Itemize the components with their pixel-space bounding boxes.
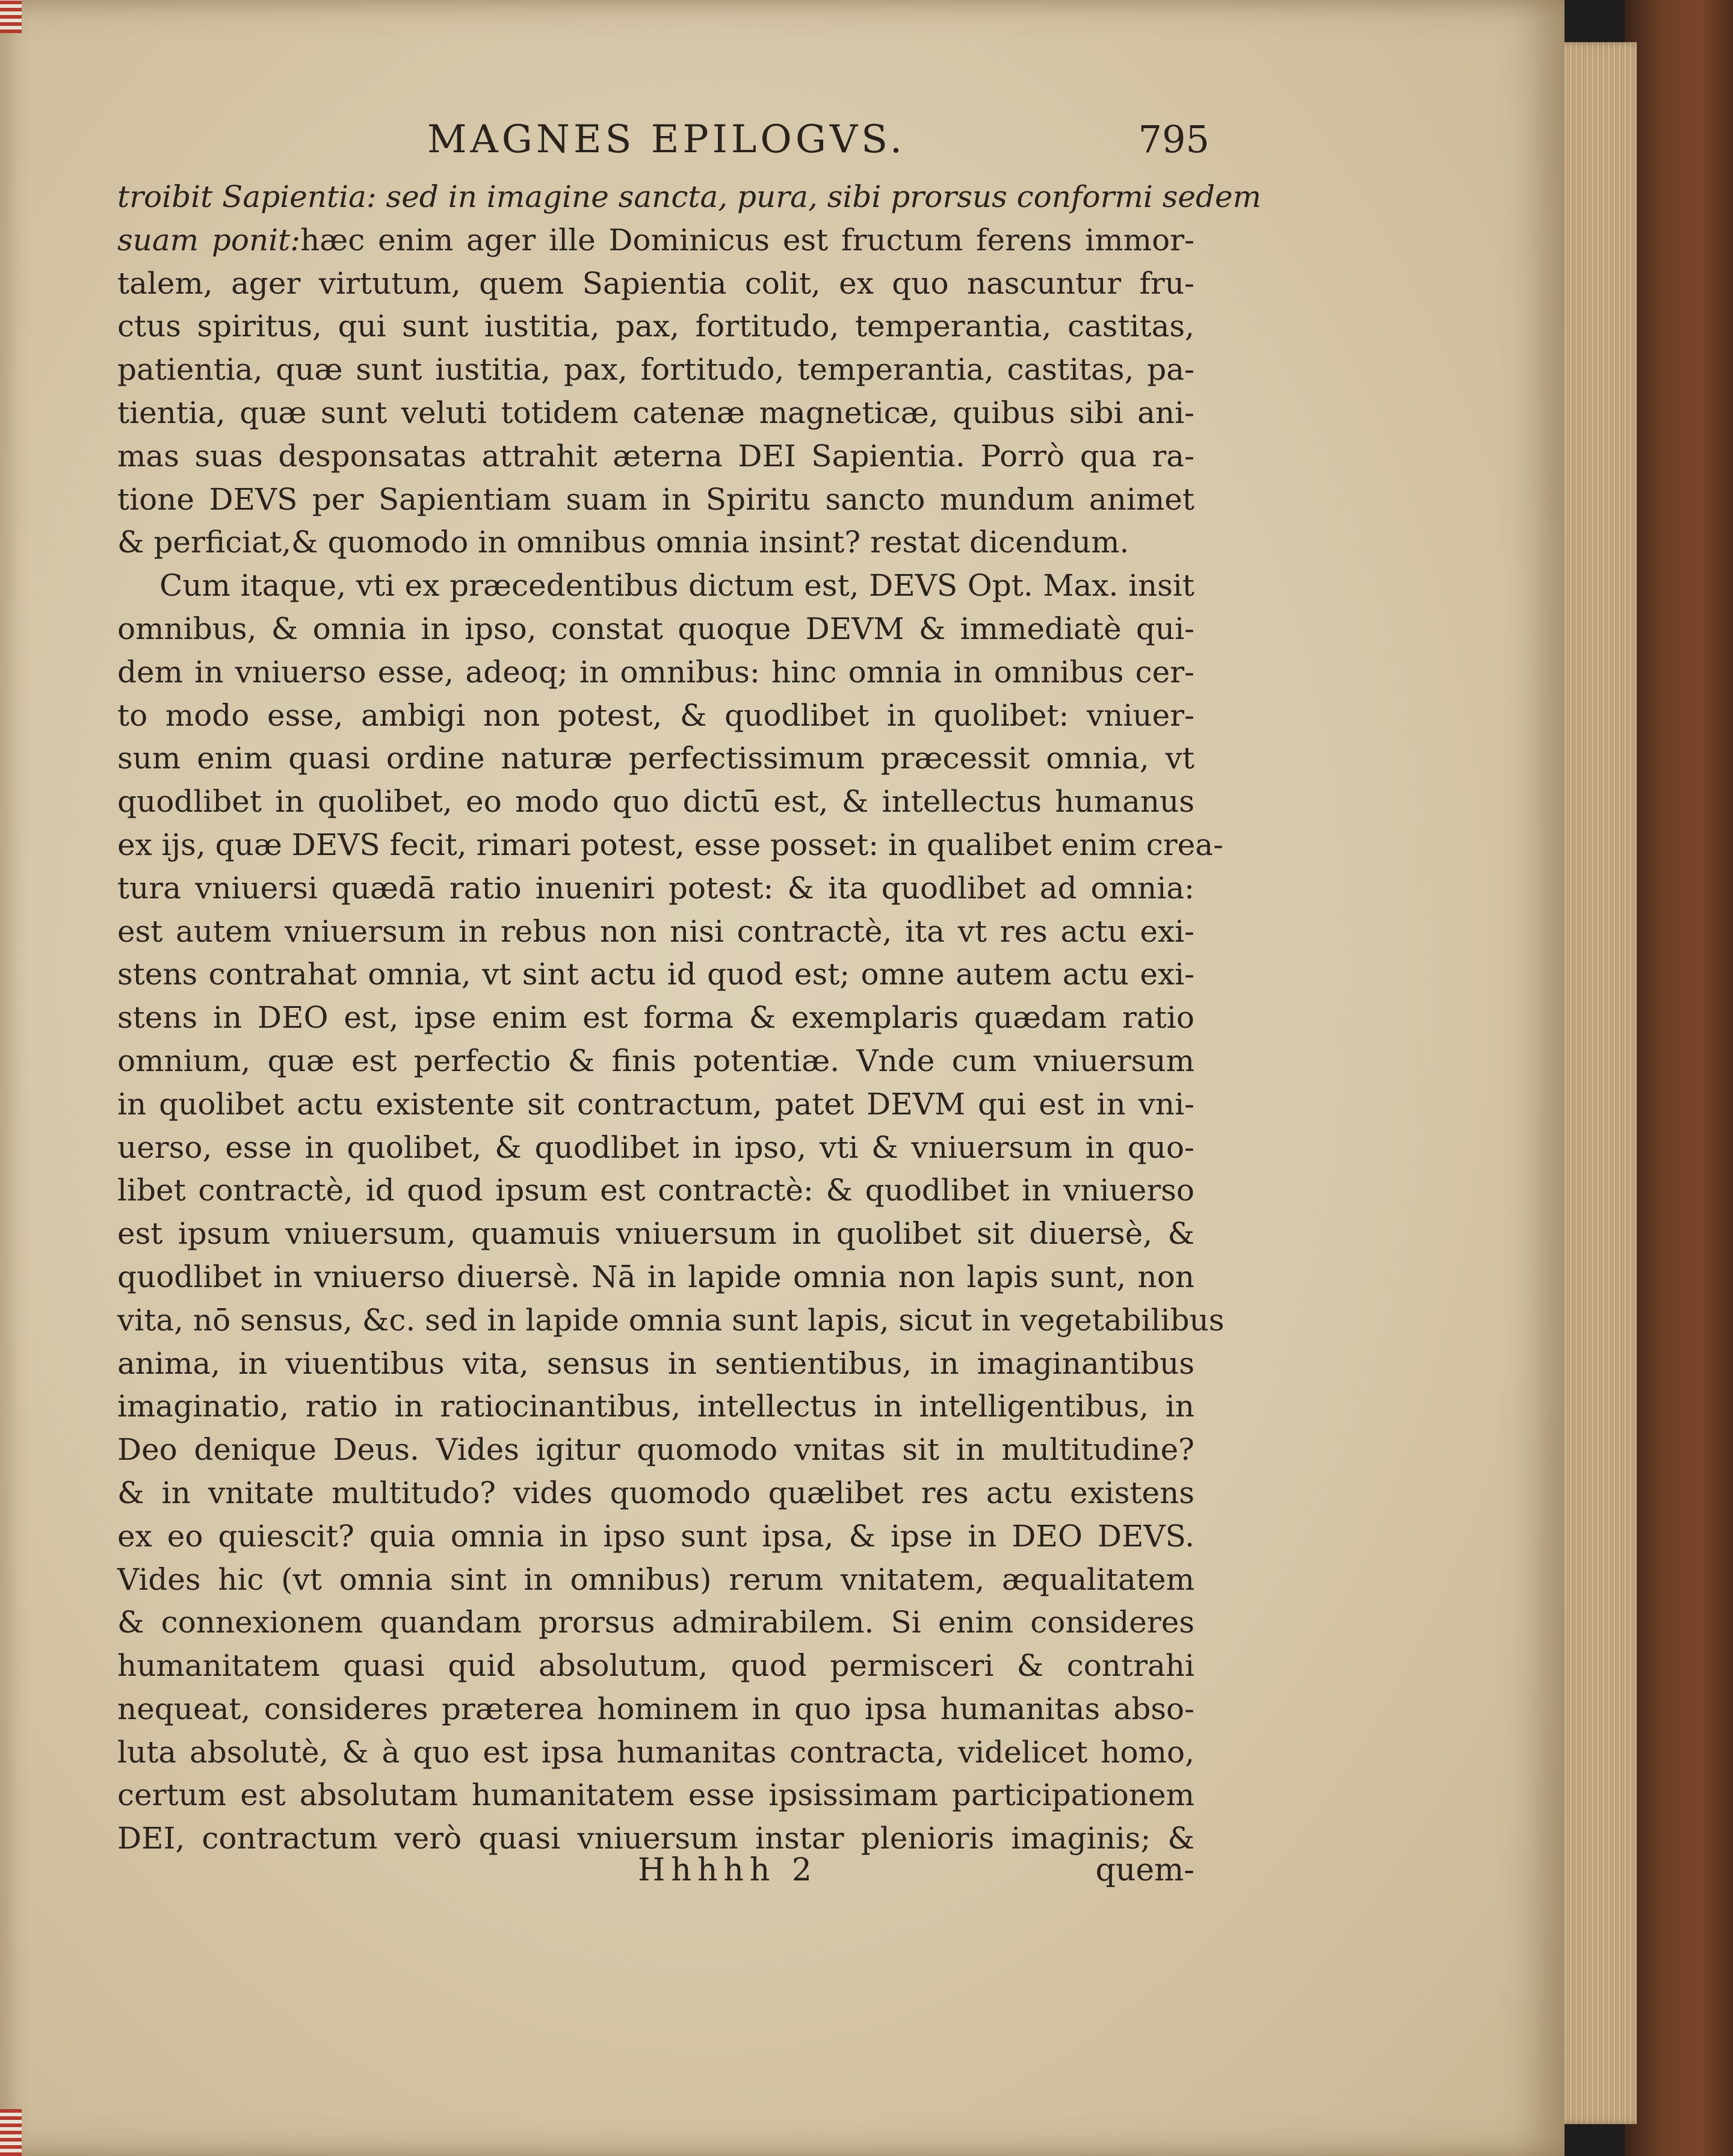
text-line: omnium, quæ est perfectio & finis potentiæ. Vnde cum vniuersum (117, 1043, 1194, 1078)
text-line: luta absolutè, & à quo est ipsa humanitas contracta, videlicet homo, (117, 1734, 1194, 1770)
text-line: tientia, quæ sunt veluti totidem catenæ magneticæ, quibus sibi ani- (117, 395, 1194, 430)
text-line: certum est absolutam humanitatem esse ipsissimam participationem (117, 1778, 1194, 1813)
text-line: nequeat, consideres præterea hominem in quo ipsa humanitas abso- (117, 1691, 1194, 1726)
text-line: Vides hic (vt omnia sint in omnibus) rerum vnitatem, æqualitatem (117, 1561, 1194, 1597)
text-line: humanitatem quasi quid absolutum, quod permisceri & contrahi (117, 1648, 1194, 1684)
text-line: sum enim quasi ordine naturæ perfectissimum præcessit omnia, vt (117, 741, 1194, 776)
text-line: uerso, esse in quolibet, & quodlibet in ipso, vti & vniuersum in quo- (117, 1129, 1194, 1165)
text-line: DEI, contractum verò quasi vniuersum instar plenioris imaginis; & (117, 1821, 1194, 1856)
text-line: patientia, quæ sunt iustitia, pax, fortitudo, temperantia, castitas, pa- (117, 352, 1194, 388)
text-line: troibit Sapientia: sed in imagine sancta, pura, sibi prorsus conformi sedem (117, 179, 1262, 214)
page-header (117, 117, 1209, 165)
signature-mark: Hhhhh 2 (638, 1852, 818, 1888)
text-line: libet contractè, id quod ipsum est contractè: & quodlibet in vniuerso (117, 1173, 1194, 1208)
text-line: to modo esse, ambigi non potest, & quodlibet in quolibet: vniuer- (117, 697, 1194, 733)
running-title: MAGNES EPILOGVS. (427, 117, 906, 162)
text-line: dem in vniuerso esse, adeoq; in omnibus: hinc omnia in omnibus cer- (117, 654, 1194, 690)
text-line: talem, ager virtutum, quem Sapientia colit, ex quo nascuntur fru- (117, 265, 1194, 301)
text-line: stens contrahat omnia, vt sint actu id quod est; omne autem actu exi- (117, 957, 1194, 992)
text-line: ex ijs, quæ DEVS fecit, rimari potest, esse posset: in qualibet enim crea- (117, 827, 1223, 862)
text-line: imaginatio, ratio in ratiocinantibus, intellectus in intelligentibus, in (117, 1389, 1194, 1424)
text-line: mas suas desponsatas attrahit æterna DEI Sapientia. Porrò qua ra- (117, 438, 1194, 474)
text-line: & in vnitate multitudo? vides quomodo quælibet res actu existens (117, 1475, 1194, 1510)
text-line: stens in DEO est, ipse enim est forma & exemplaris quædam ratio (117, 1000, 1194, 1036)
body-text (117, 176, 1262, 1861)
text-line: & perficiat,& quomodo in omnibus omnia insint? restat dicendum. (117, 525, 1129, 560)
text-line: in quolibet actu existente sit contractum, patet DEVM qui est in vni- (117, 1086, 1194, 1122)
text-line: & connexionem quandam prorsus admirabilem. Si enim consideres (117, 1605, 1194, 1640)
page-footer (117, 1852, 1194, 1900)
text-line: anima, in viuentibus vita, sensus in sentientibus, in imaginantibus (117, 1345, 1194, 1381)
text-line: omnibus, & omnia in ipso, constat quoque DEVM & immediatè qui- (117, 611, 1194, 646)
text-line: quodlibet in vniuerso diuersè. Nā in lapide omnia non lapis sunt, non (117, 1259, 1194, 1294)
text-line: Deo denique Deus. Vides igitur quomodo vnitas sit in multitudine? (117, 1432, 1194, 1468)
text-line: vita, nō sensus, &c. sed in lapide omnia sunt lapis, sicut in vegetabilibus (117, 1302, 1225, 1338)
text-line: tura vniuersi quædā ratio inueniri potest: & ita quodlibet ad omnia: (117, 870, 1194, 906)
text-line: ex eo quiescit? quia omnia in ipso sunt ipsa, & ipse in DEO DEVS. (117, 1518, 1194, 1554)
italic-phrase: suam ponit: (117, 222, 301, 258)
text-line: est ipsum vniuersum, quamuis vniuersum in quolibet sit diuersè, & (117, 1216, 1194, 1252)
text-line: ctus spiritus, qui sunt iustitia, pax, fortitudo, temperantia, castitas, (117, 309, 1194, 344)
catchword: quem- (1095, 1852, 1194, 1888)
text-line: quodlibet in quolibet, eo modo quo dictū est, & intellectus humanus (117, 784, 1194, 820)
page-number: 795 (1138, 117, 1209, 161)
text-line: Cum itaque, vti ex præcedentibus dictum est, DEVS Opt. Max. insit (159, 568, 1194, 604)
book-cover-edge (1625, 0, 1733, 2156)
text-line: est autem vniuersum in rebus non nisi contractè, ita vt res actu exi- (117, 913, 1194, 949)
binding-thread-bottom (0, 2109, 22, 2156)
binding-thread-top (0, 0, 22, 33)
text-line: tione DEVS per Sapientiam suam in Spiritu sancto mundum animet (117, 481, 1194, 517)
text-line: suam ponit:hæc enim ager ille Dominicus est fructum ferens immor- (117, 222, 1194, 258)
